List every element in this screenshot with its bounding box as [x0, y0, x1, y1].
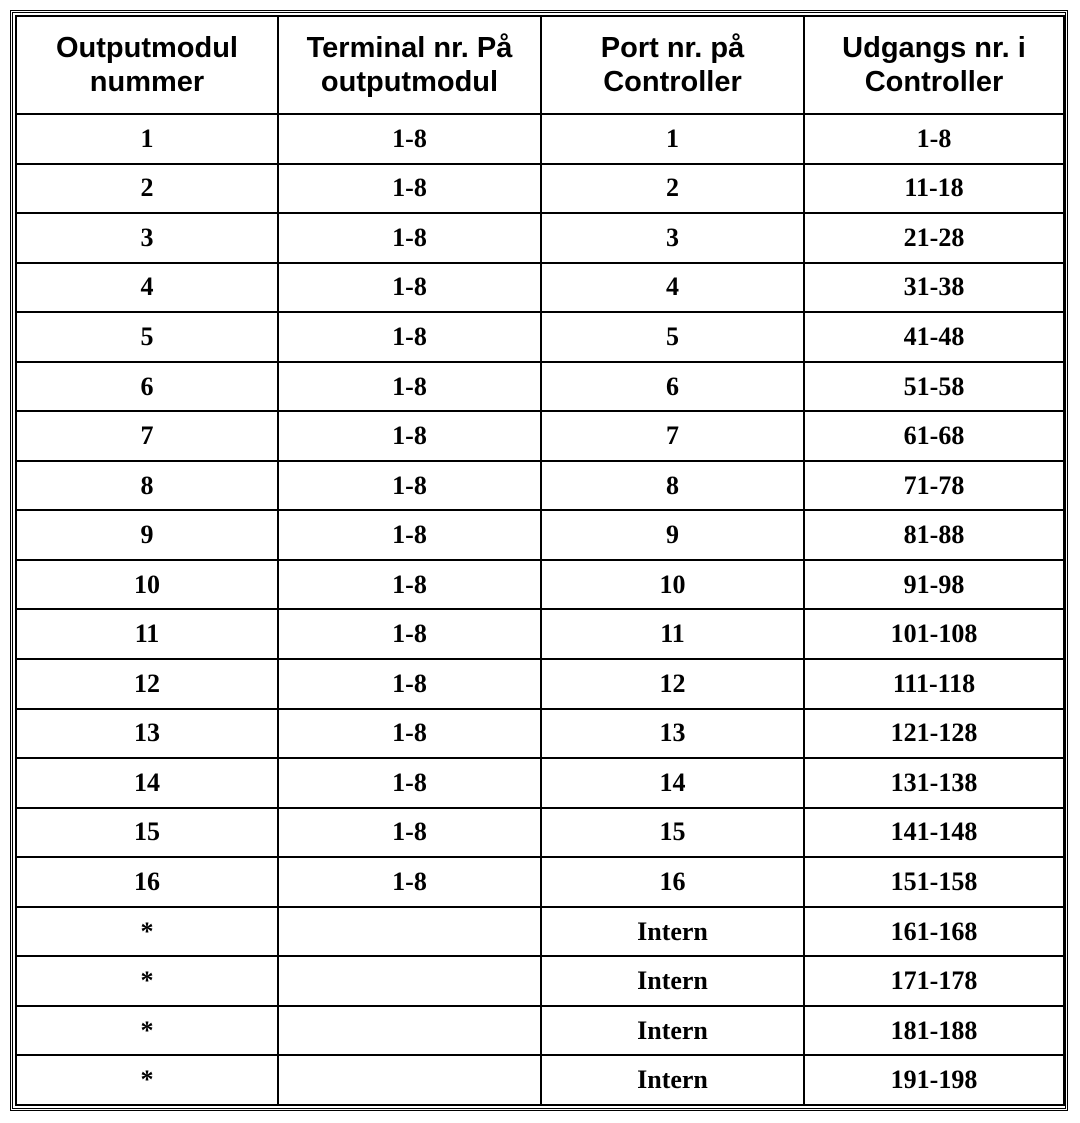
cell-port: 11: [541, 609, 804, 659]
cell-terminal: [278, 907, 541, 957]
table-row: [16, 510, 1064, 560]
cell-terminal: 1-8: [278, 164, 541, 214]
table-row: [16, 857, 1064, 907]
cell-udgang: 171-178: [804, 956, 1064, 1006]
header-line: nummer: [89, 66, 205, 98]
cell-terminal: 1-8: [278, 312, 541, 362]
header-line: Outputmodul: [55, 32, 238, 64]
cell-port: Intern: [541, 907, 804, 957]
table-row: [16, 164, 1064, 214]
cell-udgang: 151-158: [804, 857, 1064, 907]
cell-outputmodul: *: [16, 1006, 278, 1056]
table-row: [16, 1006, 1064, 1056]
cell-terminal: [278, 1055, 541, 1105]
cell-port: 12: [541, 659, 804, 709]
table-row: [16, 411, 1064, 461]
cell-port: 8: [541, 461, 804, 511]
table-row: [16, 907, 1064, 957]
cell-terminal: 1-8: [278, 510, 541, 560]
cell-terminal: 1-8: [278, 808, 541, 858]
header-row: [16, 16, 1064, 114]
cell-outputmodul: 12: [16, 659, 278, 709]
cell-outputmodul: 10: [16, 560, 278, 610]
cell-terminal: 1-8: [278, 461, 541, 511]
table-row: [16, 709, 1064, 759]
header-line: Port nr. på: [600, 32, 745, 64]
cell-udgang: 31-38: [804, 263, 1064, 313]
cell-port: 2: [541, 164, 804, 214]
cell-udgang: 191-198: [804, 1055, 1064, 1105]
cell-port: Intern: [541, 1055, 804, 1105]
table-row: [16, 1055, 1064, 1105]
cell-udgang: 1-8: [804, 114, 1064, 164]
cell-terminal: 1-8: [278, 411, 541, 461]
cell-udgang: 91-98: [804, 560, 1064, 610]
cell-outputmodul: 9: [16, 510, 278, 560]
header-outputmodul-nummer: [16, 16, 278, 114]
cell-terminal: 1-8: [278, 758, 541, 808]
cell-udgang: 21-28: [804, 213, 1064, 263]
cell-port: Intern: [541, 956, 804, 1006]
table-row: [16, 659, 1064, 709]
cell-port: 15: [541, 808, 804, 858]
cell-outputmodul: 4: [16, 263, 278, 313]
cell-udgang: 161-168: [804, 907, 1064, 957]
table-row: [16, 263, 1064, 313]
table-row: [16, 362, 1064, 412]
cell-port: Intern: [541, 1006, 804, 1056]
cell-port: 16: [541, 857, 804, 907]
cell-terminal: 1-8: [278, 263, 541, 313]
header-udgangs-nr: [804, 16, 1064, 114]
table-row: [16, 213, 1064, 263]
cell-port: 1: [541, 114, 804, 164]
cell-terminal: [278, 956, 541, 1006]
cell-udgang: 101-108: [804, 609, 1064, 659]
cell-outputmodul: 13: [16, 709, 278, 759]
table-row: [16, 758, 1064, 808]
header-line: outputmodul: [320, 66, 499, 98]
cell-port: 9: [541, 510, 804, 560]
cell-outputmodul: 6: [16, 362, 278, 412]
cell-outputmodul: 15: [16, 808, 278, 858]
table-body: [16, 114, 1064, 1105]
cell-udgang: 41-48: [804, 312, 1064, 362]
table-row: [16, 461, 1064, 511]
header-line: Controller: [864, 66, 1004, 98]
table-frame: [10, 10, 1068, 1111]
cell-terminal: 1-8: [278, 362, 541, 412]
cell-udgang: 111-118: [804, 659, 1064, 709]
table-row: [16, 956, 1064, 1006]
cell-outputmodul: 14: [16, 758, 278, 808]
header-line: Terminal nr. På: [306, 32, 513, 64]
header-port-nr: [541, 16, 804, 114]
cell-terminal: 1-8: [278, 709, 541, 759]
cell-outputmodul: 8: [16, 461, 278, 511]
cell-udgang: 11-18: [804, 164, 1064, 214]
table-row: [16, 312, 1064, 362]
header-line: Udgangs nr. i: [842, 32, 1026, 64]
cell-outputmodul: 11: [16, 609, 278, 659]
header-terminal-nr: [278, 16, 541, 114]
cell-outputmodul: 7: [16, 411, 278, 461]
cell-outputmodul: 5: [16, 312, 278, 362]
cell-port: 7: [541, 411, 804, 461]
cell-outputmodul: 2: [16, 164, 278, 214]
cell-port: 4: [541, 263, 804, 313]
cell-port: 10: [541, 560, 804, 610]
cell-terminal: 1-8: [278, 857, 541, 907]
cell-udgang: 121-128: [804, 709, 1064, 759]
cell-outputmodul: *: [16, 1055, 278, 1105]
cell-outputmodul: 1: [16, 114, 278, 164]
cell-terminal: 1-8: [278, 213, 541, 263]
cell-outputmodul: *: [16, 956, 278, 1006]
table-row: [16, 560, 1064, 610]
cell-port: 13: [541, 709, 804, 759]
table-row: [16, 808, 1064, 858]
cell-udgang: 81-88: [804, 510, 1064, 560]
cell-port: 6: [541, 362, 804, 412]
cell-terminal: 1-8: [278, 609, 541, 659]
table-row: [16, 609, 1064, 659]
table-row: [16, 114, 1064, 164]
cell-terminal: 1-8: [278, 114, 541, 164]
cell-udgang: 141-148: [804, 808, 1064, 858]
cell-terminal: 1-8: [278, 560, 541, 610]
cell-udgang: 51-58: [804, 362, 1064, 412]
cell-udgang: 71-78: [804, 461, 1064, 511]
cell-udgang: 61-68: [804, 411, 1064, 461]
cell-port: 3: [541, 213, 804, 263]
cell-port: 14: [541, 758, 804, 808]
header-line: Controller: [603, 66, 742, 98]
output-module-table: [15, 15, 1065, 1106]
cell-terminal: 1-8: [278, 659, 541, 709]
cell-outputmodul: 3: [16, 213, 278, 263]
cell-udgang: 181-188: [804, 1006, 1064, 1056]
cell-port: 5: [541, 312, 804, 362]
cell-outputmodul: 16: [16, 857, 278, 907]
cell-terminal: [278, 1006, 541, 1056]
cell-udgang: 131-138: [804, 758, 1064, 808]
cell-outputmodul: *: [16, 907, 278, 957]
